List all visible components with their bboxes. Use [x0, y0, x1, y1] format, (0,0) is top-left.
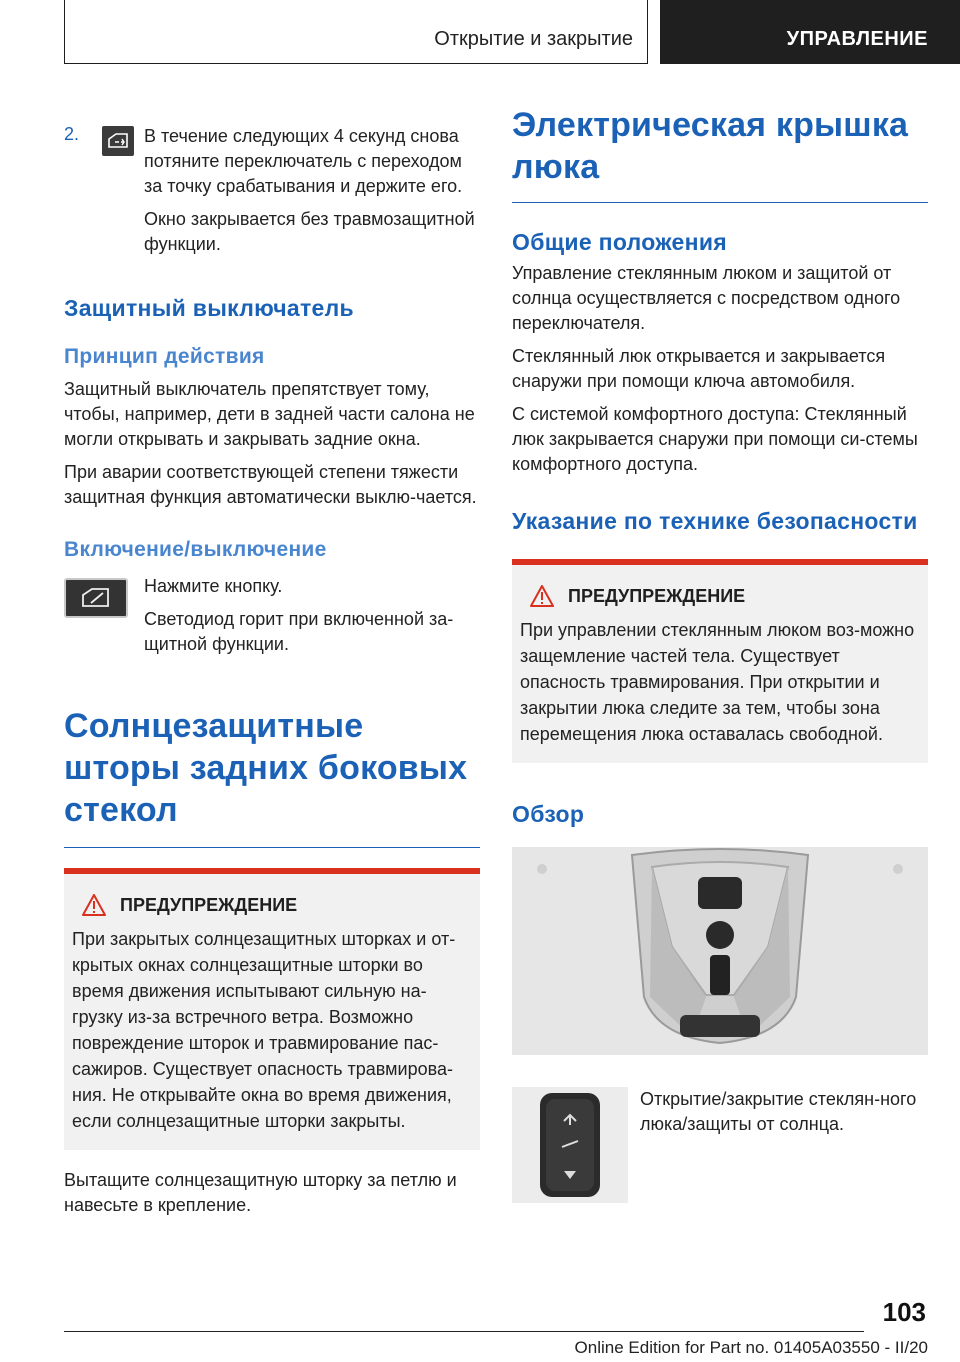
child-lock-button-icon: [64, 578, 128, 618]
edition-text: Online Edition for Part no. 01405A03550 - II/20: [574, 1338, 928, 1357]
sunblinds-heading: Солнцезащитные шторы задних боковых стекол: [64, 707, 468, 829]
step-2: [64, 124, 480, 257]
footer-rule: [64, 1331, 864, 1332]
onoff-paragraph-2: Светодиод горит при включенной за‐щитной функции.: [144, 609, 454, 654]
warning-text: При закрытых солнцезащитных шторках и от‐крытых окнах солнцезащитные шторки во время движения испытывают сильную на‐грузку из-за встречного ветра. Возможно повреждение шторок и травмирование пас‐сажиров. Существует опасность травмирова‐ния. Не открывайте окна во время движения, если солнцезащитные шторки закрыты.: [72, 929, 456, 1131]
window-switch-icon: [102, 126, 134, 156]
warning-triangle-icon: [82, 894, 106, 916]
warning-box-sunblinds: [64, 868, 480, 1150]
principle-paragraph-1: Защитный выключатель препятствует тому, чтобы, например, дети в задней части салона не могли открывать и закрывать задние окна.: [64, 379, 475, 449]
page-number: 103: [882, 1297, 926, 1327]
warning-title: ПРЕДУПРЕЖДЕНИЕ: [120, 894, 298, 915]
right-column: [512, 100, 928, 1207]
onoff-block: [64, 574, 480, 657]
chapter-tab: [660, 0, 960, 64]
general-paragraph-2: Стеклянный люк открывается и закрывается снаружи при помощи ключа автомобиля.: [512, 346, 886, 391]
section-tab: [64, 0, 648, 64]
sunblinds-text: Вытащите солнцезащитную шторку за петлю и навесьте в крепление.: [64, 1170, 457, 1215]
left-column: [64, 100, 480, 1218]
warning-title: ПРЕДУПРЕЖДЕНИЕ: [568, 585, 746, 606]
warning-box-sunroof: [512, 559, 928, 763]
safety-heading: Указание по технике безопасности: [512, 508, 918, 534]
sunroof-switch-image: [512, 1087, 628, 1203]
chapter-title: УПРАВЛЕНИЕ: [786, 28, 928, 50]
step-number: 2.: [64, 124, 80, 144]
general-heading: Общие положения: [512, 229, 727, 255]
principle-paragraph-2: При аварии соответствующей степени тяжести защитная функция автоматически выклю‐чается.: [64, 462, 477, 507]
step-text: В течение следующих 4 секунд снова потяните переключатель с переходом за точку срабатывания и держите его.: [144, 126, 463, 196]
overview-heading: Обзор: [512, 801, 585, 827]
step-result: Окно закрывается без травмозащитной функции.: [144, 209, 475, 254]
onoff-heading: Включение/выключение: [64, 538, 327, 561]
warning-title-row: [520, 585, 920, 607]
section-title: Открытие и закрытие: [434, 28, 633, 50]
onoff-paragraph-1: Нажмите кнопку.: [144, 576, 283, 596]
heading-rule: [512, 202, 928, 203]
sunroof-heading: Электрическая крышка люка: [512, 106, 909, 186]
warning-text: При управлении стеклянным люком воз‐можно защемление частей тела. Существует опасность травмирования. При открытии и закрытии люка следите за тем, чтобы зона перемещения люка оставалась свободной.: [520, 620, 915, 744]
switch-overview: [512, 1087, 928, 1207]
heading-rule: [64, 847, 480, 848]
safety-switch-heading: Защитный выключатель: [64, 295, 354, 321]
general-paragraph-1: Управление стеклянным люком и защитой от солнца осуществляется с посредством одного переключателя.: [512, 263, 901, 333]
switch-caption: Открытие/закрытие стеклян‐ного люка/защиты от солнца.: [640, 1089, 917, 1134]
warning-title-row: [72, 894, 472, 916]
general-paragraph-3: С системой комфортного доступа: Стеклянный люк закрывается снаружи при помощи си‐стемы комфортного доступа.: [512, 404, 918, 474]
principle-heading: Принцип действия: [64, 345, 265, 368]
roof-console-image: [512, 847, 928, 1055]
warning-triangle-icon: [530, 585, 554, 607]
